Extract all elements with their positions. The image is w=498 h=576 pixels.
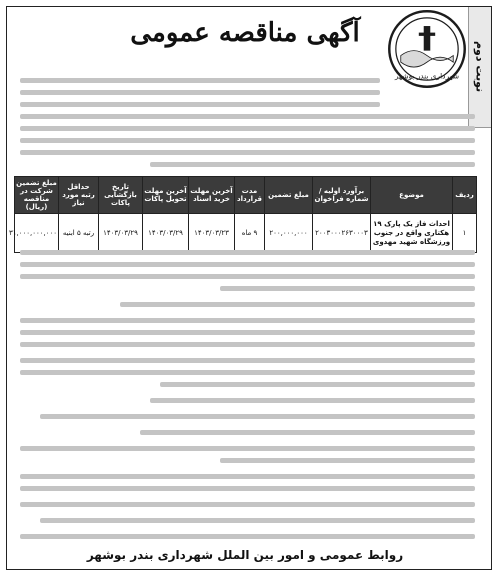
table-cell: احداث فاز یک پارک ۱۹ هکتاری واقع در جنوب ورزشگاه شهید مهدوی — [371, 214, 453, 253]
table-header-row — [15, 177, 477, 214]
table-cell: ۱۴۰۳/۰۳/۲۹ — [143, 214, 189, 253]
table-row — [15, 214, 477, 253]
intro-text-line — [20, 126, 475, 131]
intro-text-line — [20, 138, 475, 143]
table-cell: ۲۰۰۳۰۰۰۲۶۳۰۰۰۳ — [313, 214, 371, 253]
condition-text-line — [20, 318, 475, 323]
intro-text-line — [20, 90, 380, 95]
condition-text-line — [160, 382, 475, 387]
condition-text-line — [20, 474, 475, 479]
condition-text-line — [20, 502, 475, 507]
condition-text-line — [140, 430, 475, 435]
condition-text-line — [20, 342, 475, 347]
table-cell: ۲۰۰,۰۰۰,۰۰۰ — [265, 214, 313, 253]
condition-text-line — [20, 446, 475, 451]
intro-text-line — [20, 150, 475, 155]
tender-table — [8, 176, 477, 253]
table-cell: ۳۱,۰۰۰,۰۰۰,۰۰۰ — [15, 214, 59, 253]
condition-text-line — [20, 358, 475, 363]
condition-text-line — [20, 250, 475, 255]
condition-text-line — [20, 262, 475, 267]
condition-text-line — [40, 518, 475, 523]
condition-text-line — [220, 286, 475, 291]
col-header: برآورد اولیه / شماره فراخوان — [313, 177, 371, 214]
intro-text-line — [150, 162, 475, 167]
condition-text-line — [20, 370, 475, 375]
col-header: آخرین مهلت خرید اسناد — [189, 177, 235, 214]
table-cell: ۱۴۰۳/۰۳/۲۳ — [189, 214, 235, 253]
signature: روابط عمومی و امور بین الملل شهرداری بندر بوشهر — [86, 548, 404, 562]
notice-title: آگهی مناقصه عمومی — [130, 18, 360, 48]
condition-text-line — [20, 330, 475, 335]
table-cell: ۹ ماه — [235, 214, 265, 253]
col-header: آخرین مهلت تحویل پاکات — [143, 177, 189, 214]
condition-text-line — [20, 274, 475, 279]
col-header: حداقل رتبه مورد نیاز — [59, 177, 99, 214]
condition-text-line — [20, 486, 475, 491]
condition-text-line — [40, 414, 475, 419]
col-header: مبلغ تضمین شرکت در مناقصه (ریال) — [15, 177, 59, 214]
col-header: ردیف — [453, 177, 477, 214]
municipality-logo — [386, 8, 468, 90]
table-cell: رتبه ۵ ابنیه — [59, 214, 99, 253]
table-cell: ۱۴۰۳/۰۳/۲۹ — [99, 214, 143, 253]
condition-text-line — [20, 534, 475, 539]
condition-text-line — [150, 398, 475, 403]
intro-text-line — [20, 78, 380, 83]
side-tab: نوبت دوم — [468, 7, 491, 128]
intro-text-line — [20, 102, 380, 107]
logo-text: شهرداری بندر بوشهر — [394, 71, 460, 81]
col-header: مبلغ تضمین — [265, 177, 313, 214]
col-header: تاریخ بازگشایی پاکات — [99, 177, 143, 214]
intro-text-line — [20, 114, 475, 119]
condition-text-line — [220, 458, 475, 463]
col-header: موضوع — [371, 177, 453, 214]
condition-text-line — [120, 302, 475, 307]
table-cell: ۱ — [453, 214, 477, 253]
col-header: مدت قرارداد — [235, 177, 265, 214]
